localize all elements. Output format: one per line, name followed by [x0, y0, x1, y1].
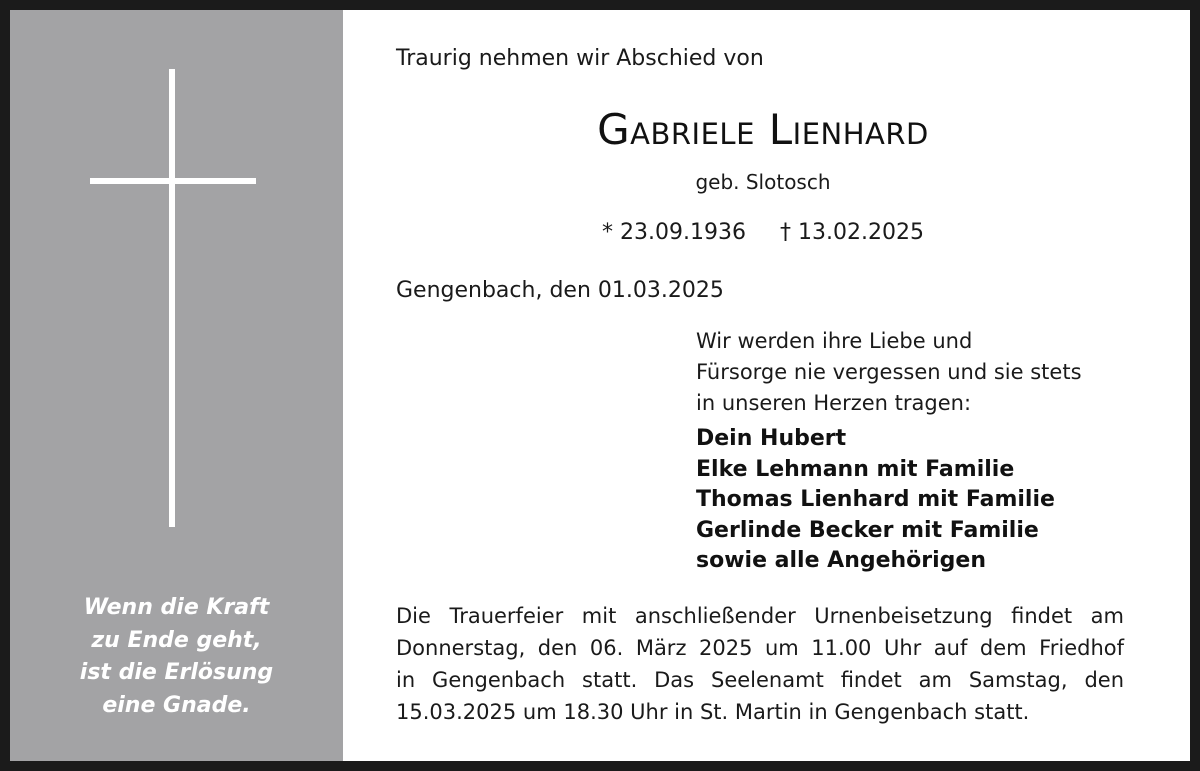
motto	[10, 592, 343, 722]
place-date: Gengenbach, den 01.03.2025	[396, 278, 724, 303]
service-line: Donnerstag, den 06. März 2025 um 11.00 Uhr auf dem Friedhof	[396, 636, 1124, 660]
motto-line: eine Gnade.	[102, 692, 251, 718]
birth-date: * 23.09.1936	[602, 220, 746, 245]
tribute-text	[696, 326, 1082, 419]
motto-line: ist die Erlösung	[79, 660, 274, 685]
motto-line: zu Ende geht,	[91, 627, 262, 653]
mourner: Dein Hubert	[696, 426, 847, 451]
mourners-list	[696, 424, 1055, 577]
service-info	[396, 600, 1124, 728]
deceased-name: Gabriele Lienhard	[597, 105, 929, 154]
cross-icon	[169, 69, 175, 527]
birth-name: geb. Slotosch	[695, 170, 831, 194]
mourner: Elke Lehmann mit Familie	[696, 456, 1015, 482]
service-line: 15.03.2025 um 18.30 Uhr in St. Martin in Gengenbach statt.	[396, 700, 1030, 724]
intro-text: Traurig nehmen wir Abschied von	[396, 46, 764, 71]
tribute-line: Wir werden ihre Liebe und	[696, 329, 973, 353]
tribute-line: in unseren Herzen tragen:	[696, 391, 972, 415]
motto-line: Wenn die Kraft	[83, 595, 270, 620]
death-date: † 13.02.2025	[780, 220, 924, 245]
obituary-notice	[10, 10, 1190, 761]
cross-icon-bar	[90, 178, 256, 184]
service-line: in Gengenbach statt. Das Seelenamt findet am Samstag, den	[396, 668, 1124, 692]
life-dates	[396, 220, 1130, 245]
mourner: sowie alle Angehörigen	[696, 548, 987, 573]
service-line: Die Trauerfeier mit anschließender Urnenbeisetzung findet am	[396, 604, 1124, 628]
mourner: Thomas Lienhard mit Familie	[696, 487, 1055, 512]
mourner: Gerlinde Becker mit Familie	[696, 517, 1039, 543]
notice-content	[396, 10, 1124, 761]
tribute-line: Fürsorge nie vergessen und sie stets	[696, 360, 1082, 384]
sidebar-panel	[10, 10, 343, 761]
